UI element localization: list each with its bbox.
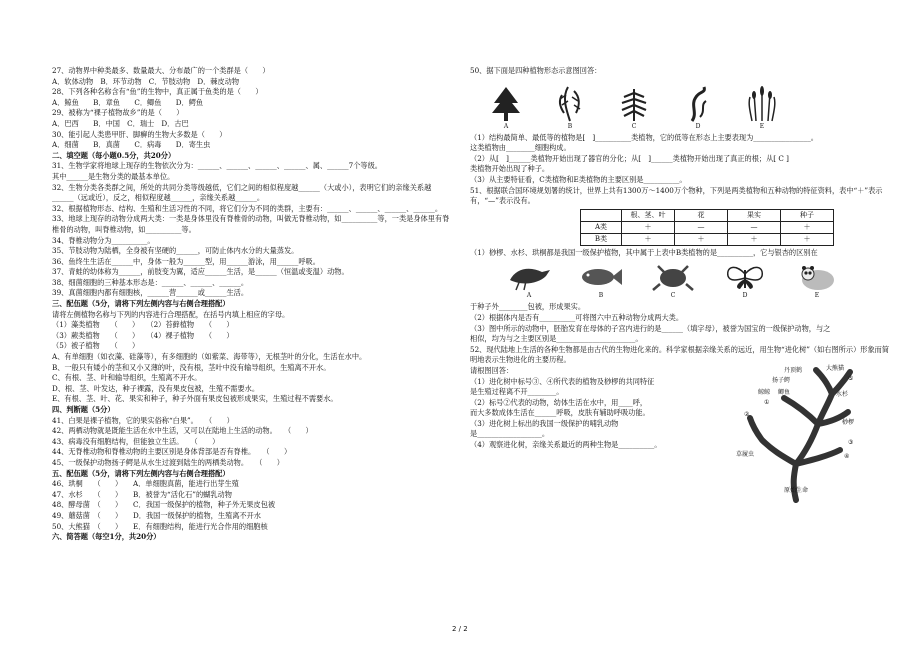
question-line: D、根、茎、叶发达，种子裸露，没有果皮包被，生殖不需要水。 bbox=[52, 383, 260, 393]
q52-line: 请根图回答： bbox=[470, 365, 514, 375]
question-line: 44、无脊椎动物和脊椎动物的主要区别是身体背部是否有脊椎。 （ ） bbox=[52, 447, 292, 457]
q50-plant-figures bbox=[470, 77, 890, 133]
q52-intro: 52、现代陆地上生活的各种生物都是由古代的生物进化来的。科学家根据亲缘关系的远近，用生物“进化树”（如右图所示）形象而简明地表示生物进化的主要历程。 bbox=[470, 344, 890, 365]
tree-label: 水杉 bbox=[836, 390, 849, 398]
section-heading: 四、判断题（5分） bbox=[52, 405, 115, 414]
q52-line: （4）观察进化树，亲缘关系最近的两种生物是__________。 bbox=[470, 440, 662, 450]
question-line: （1）藻类植物 （ ） （2）苔藓植物 （ ） bbox=[52, 320, 234, 330]
q51-line: 相似，均为与之主要区别是______________________。 bbox=[470, 334, 643, 344]
plant-label: E bbox=[759, 122, 765, 130]
animal-c bbox=[650, 262, 696, 300]
question-line: 32、根据植物形态、结构、生殖和生活习性的不同，将它们分为不同的类群，主要有：______、______、______、______。 bbox=[52, 203, 443, 213]
tree-label: ① bbox=[764, 398, 770, 406]
q52-line: 而大多数成体生活在______呼吸，皮肤有辅助呼吸功能。 bbox=[470, 408, 650, 418]
question-line: 36、鱼终生生活在______中，身体一般为______型，用______游泳，用______呼吸。 bbox=[52, 256, 320, 266]
plant-label: B bbox=[567, 122, 573, 130]
table-row bbox=[581, 221, 834, 233]
q52-line: （2）标号②代表的动物，幼体生活在水中，用____呼， bbox=[470, 397, 648, 407]
animal-label: E bbox=[814, 292, 820, 300]
question-line: （5）被子植物 （ ） bbox=[52, 341, 140, 351]
animal-label: A bbox=[526, 292, 532, 300]
question-line: 48、酵母菌 （ ） C．我国一级保护的植物，种子外无果皮包被 bbox=[52, 500, 276, 510]
question-line: 31、生物学家将地球上现存的生物依次分为：______、______、______、______、属、______7个等级。 bbox=[52, 161, 382, 171]
q50-line: （1）结构最简单、最低等的植物是[ ]__________类植物，它的低等在形态上主要表现为________________。 bbox=[470, 132, 818, 142]
plant-d-drawing bbox=[680, 83, 716, 123]
question-line: B、一般只有矮小的茎和又小又薄的叶，没有根，茎叶中没有输导组织，生殖离不开水。 bbox=[52, 362, 331, 372]
question-line: 32、生物分类各类群之间，所处的共同分类等级越低，它们之间的相似程度越______（大或小），表明它们的亲缘关系越______（远或近），反之，相似程度越______，亲缘关系越______。 bbox=[52, 182, 432, 203]
bird-drawing bbox=[506, 262, 552, 292]
question-line: 43、病毒没有细胞结构，但能独立生活。 （ ） bbox=[52, 436, 220, 446]
question-line: E、有根、茎、叶、花、果实和种子，种子外面有果皮包被形成果实，生殖过程不需要水。 bbox=[52, 394, 338, 404]
q52-body bbox=[470, 364, 890, 494]
table-cell: ＋ bbox=[622, 221, 675, 233]
q51-animal-figures bbox=[470, 258, 890, 302]
question-line: 28、下列各种名称含有“鱼”的生物中，真正属于鱼类的是（ ） bbox=[52, 87, 263, 97]
table-header: 花 bbox=[675, 209, 728, 221]
fish-drawing bbox=[578, 262, 624, 292]
animal-d bbox=[722, 262, 768, 300]
question-line: 37、青蛙的幼体称为______，前肢变为翼，适应______生活，是______（恒温或变温）动物。 bbox=[52, 267, 349, 277]
table-header: 根、茎、叶 bbox=[622, 209, 675, 221]
q51-line: 于种子外________包被，形成果实。 bbox=[470, 302, 586, 312]
section-heading: 六、简答题（每空1分，共20分） bbox=[52, 532, 161, 542]
plant-c bbox=[616, 83, 652, 131]
table-cell: ＋ bbox=[675, 233, 728, 245]
table-cell: — bbox=[728, 221, 781, 233]
question-line: （3）蕨类植物 （ ） （4）裸子植物 （ ） bbox=[52, 330, 234, 340]
tree-label: ⑤ bbox=[848, 374, 854, 382]
left-column bbox=[52, 66, 452, 543]
q51-table bbox=[580, 209, 834, 246]
q52-line: 是__________________。 bbox=[470, 429, 550, 439]
butterfly-drawing bbox=[722, 262, 768, 292]
plant-label: C bbox=[631, 122, 637, 130]
tree-label: 扬子鳄 bbox=[772, 376, 791, 384]
tree-label: 大熊猫 bbox=[826, 364, 845, 372]
question-line: 49、蘑菇菌 （ ） D．我国一级保护的植物，生殖离不开水 bbox=[52, 510, 261, 520]
table-header-row bbox=[581, 209, 834, 221]
question-line: 39、真菌细胞内都有细胞核，______营______或______生活。 bbox=[52, 288, 249, 298]
q51-line: （1）桫椤、水杉、珙桐都是我国一级保护植物，其中属于上表中B类植物的是__________，它与银杏的区别在 bbox=[470, 247, 818, 257]
tree-label: ④ bbox=[844, 452, 850, 460]
panda-drawing bbox=[794, 262, 840, 292]
table-cell: A类 bbox=[581, 221, 622, 233]
table-cell: — bbox=[675, 221, 728, 233]
question-line: 30、能引起人类患甲肝、脚癣的生物大多数是（ ） bbox=[52, 129, 227, 139]
table-header bbox=[581, 209, 622, 221]
question-line: 46、珙桐 （ ） A．单细胞真菌，能进行出芽生殖 bbox=[52, 479, 239, 489]
animal-b bbox=[578, 262, 624, 300]
animal-label: C bbox=[670, 292, 676, 300]
q50-line: 这类植物由________细胞构成。 bbox=[470, 143, 571, 153]
tree-label: ③ bbox=[848, 438, 854, 446]
plant-a bbox=[488, 83, 524, 131]
q50-line: （2）从[ ]______类植物开始出现了器官的分化；从[ ]______类植物开始出现了真正的根；从[ C ] bbox=[470, 153, 789, 163]
question-line: 29、被称为“裸子植物故乡”的是（ ） bbox=[52, 108, 184, 118]
question-line: 42、两栖动物就是既能生活在水中生活，又可以在陆地上生活的动物。 （ ） bbox=[52, 426, 313, 436]
tree-label: 鲫鱼 bbox=[778, 388, 791, 396]
question-line: A．软体动物 B．环节动物 C．节肢动物 D．棘皮动物 bbox=[52, 76, 240, 86]
question-line: 其中______是生物分类的最基本单位。 bbox=[52, 171, 175, 181]
plant-c-drawing bbox=[616, 83, 652, 123]
question-line: 45、一级保护动物扬子鳄是从水生过渡到陆生的两栖类动物。 （ ） bbox=[52, 457, 284, 467]
plant-e bbox=[744, 83, 780, 131]
page-number: 2 / 2 bbox=[452, 625, 468, 633]
table-cell: ＋ bbox=[622, 233, 675, 245]
table-cell: ＋ bbox=[728, 233, 781, 245]
question-line: 35、节肢动物为陆栖，全身被有坚硬的______，可防止体内水分的大量蒸发。 bbox=[52, 246, 299, 256]
plant-label: A bbox=[503, 122, 509, 130]
question-line: 请将左侧植物名称与下列的内容进行合理搭配，在括号内填上相应的字母。 bbox=[52, 309, 290, 319]
q50-title: 50、据下面是四种植物形态示意图回答： bbox=[470, 66, 602, 75]
tree-label: 桫椤 bbox=[842, 418, 855, 426]
question-line: 33、地球上现存的动物分成两大类：一类是身体里没有脊椎骨的动物，叫做无脊椎动物，如__________等，一类是身体里有脊椎骨的动物，叫脊椎动物，如__________等。 bbox=[52, 214, 450, 234]
question-line: 34、脊椎动物分为__________。 bbox=[52, 235, 155, 245]
plant-a-drawing bbox=[488, 83, 524, 123]
q52-line: 是生殖过程离不开________。 bbox=[470, 387, 564, 397]
right-column bbox=[470, 66, 890, 494]
animal-a bbox=[506, 262, 552, 300]
table-row bbox=[581, 233, 834, 245]
q50-line: 类植物开始出现了种子。 bbox=[470, 164, 550, 174]
table-cell: B类 bbox=[581, 233, 622, 245]
frog-drawing bbox=[650, 262, 696, 292]
q52-line: （1）进化树中标号③、④所代表的植物及桫椤的共同特征 bbox=[470, 376, 655, 386]
question-line: A．鲸鱼 B．章鱼 C．鲫鱼 D．鳄鱼 bbox=[52, 97, 204, 107]
tree-label: ② bbox=[744, 410, 750, 418]
plant-d bbox=[680, 83, 716, 131]
evolution-tree bbox=[732, 364, 862, 504]
question-line: 47、水杉 （ ） B．被誉为“活化石”的蝴乳动物 bbox=[52, 489, 232, 499]
q51-line: （2）根据体内是否有__________可将图六中五种动物分成两大类。 bbox=[470, 312, 684, 322]
q52-line: （3）进化树上标出的我国一级保护的哺乳动物 bbox=[470, 418, 619, 428]
table-header: 种子 bbox=[781, 209, 834, 221]
table-cell: ＋ bbox=[781, 221, 834, 233]
question-line: A．巴西 B．中国 C．瑞士 D．古巴 bbox=[52, 118, 189, 128]
plant-b bbox=[552, 83, 588, 131]
question-line: 50、大熊猫 （ ） E．有细胞结构，能进行光合作用的细胞核 bbox=[52, 521, 268, 531]
question-line: C、有根、茎、叶和输导组织，生殖离不开水。 bbox=[52, 373, 202, 383]
tree-label: 鲸鲸 bbox=[758, 388, 771, 396]
plant-label: D bbox=[695, 122, 701, 130]
animal-e bbox=[794, 262, 840, 300]
question-line: A．细菌 B．真菌 C．病毒 D．寄生虫 bbox=[52, 140, 211, 150]
q50-line: （3）从主要特征看，C类植物和E类植物的主要区别是__________。 bbox=[470, 174, 687, 184]
tree-label: 丹顶鹤 bbox=[784, 366, 803, 374]
plant-e-drawing bbox=[744, 83, 780, 123]
section-heading: 三、配伍题（5分，请将下列左侧内容与右侧合理搭配） bbox=[52, 299, 230, 309]
table-header: 果实 bbox=[728, 209, 781, 221]
question-line: 38、细菌细胞的三种基本形态是：______、______、______。 bbox=[52, 277, 249, 287]
tree-label: 草履虫 bbox=[736, 450, 755, 458]
animal-label: D bbox=[742, 292, 748, 300]
question-line: A、有单细胞（如衣藻、硅藻等），有多细胞的（如紫菜、海带等），无根茎叶的分化，生活在水中。 bbox=[52, 352, 367, 362]
section-heading: 五、配伍题（5分，请将下列左侧内容与右侧合理搭配） bbox=[52, 468, 230, 478]
q51-line: （3）图中所示的动物中，胚胎发育在母体的子宫内进行的是______（填字母），被誉为国宝的一级保护动物，与之 bbox=[470, 323, 831, 333]
q51-intro: 51、根据联合国环境规划署的统计，世界上共有1300万～1400万个物种，下列是两类植物和五种动物的特征资料，表中“＋”表示有，“—”表示没有。 bbox=[470, 185, 883, 206]
table-cell: ＋ bbox=[781, 233, 834, 245]
plant-b-drawing bbox=[552, 83, 588, 123]
question-line: 41、白果是裸子植物，它的果实俗称“白果”。 （ ） bbox=[52, 415, 234, 425]
animal-label: B bbox=[598, 292, 604, 300]
tree-label: 原始生命 bbox=[784, 486, 809, 494]
section-heading: 二、填空题（每小题0.5分，共20分） bbox=[52, 150, 176, 160]
question-line: 27、动物界中种类最多、数量最大、分布最广的一个类群是（ ） bbox=[52, 66, 270, 75]
